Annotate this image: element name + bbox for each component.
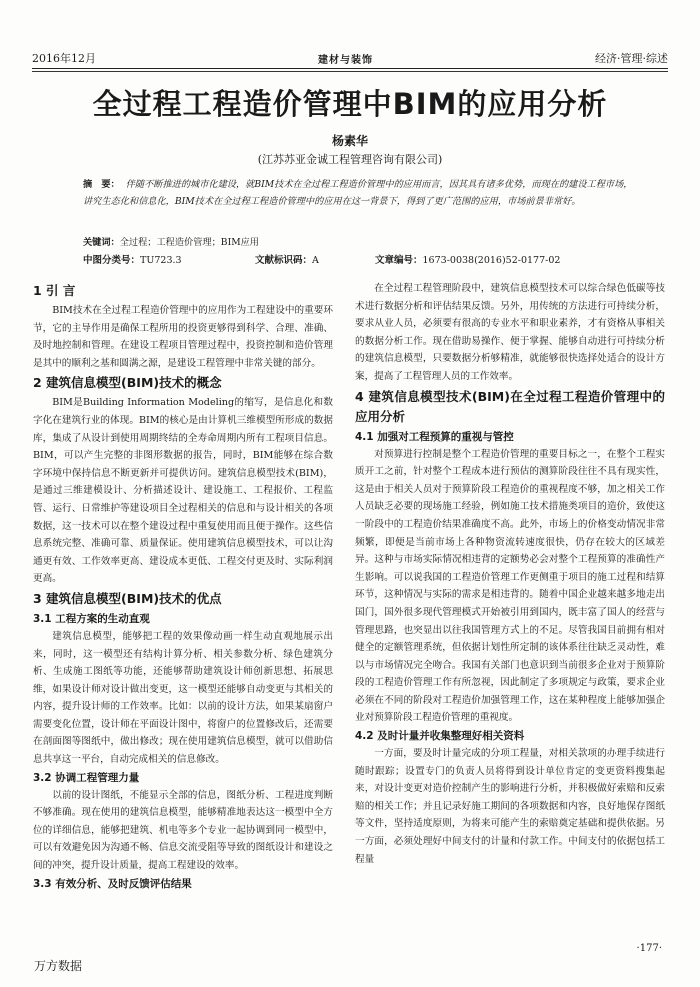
section-heading: 1 引 言 [33,283,76,298]
abstract [83,176,640,210]
paragraph: 对预算进行控制是整个工程造价管理的重要目标之一，在整个工程实质开工之前，针对整个工程成本进行预估的测算阶段往往不具有现实性，这是由于相关人员对于预算阶段工程造价的重视程度不够，加之相关工作人员缺乏必要的现场施工经验，例如施工技术措施类项目的造价，致使这一阶段中的工程造价结果准确度不高。此外，市场上的价格变动情况非常频繁，即便是当前市场上各种物资流转速度很快，仍存在较大的区域差异。这种与市场实际情况相违背的定额势必会对整个工程预算的准确性产生影响。可以说我国的工程造价管理工作更侧重于项目的施工过程和结算环节，这种情况与实际的需求是相违背的。随着中国企业越来越多地走出国门，国外很多现代管理模式开始被引用到国内，既丰富了国人的经营与管理思路，也突显出以往我国管理方式上的不足。尽管我国目前拥有相对健全的定额管理系统，但依据计划性所定制的该体系往往缺乏灵动性，难以与市场情况完全吻合。我国有关部门也意识到当前很多企业对于预算阶段的工程造价管理工作有所忽视，因此制定了多项规定与政策，要求企业必须在不同的阶段对工程造价加强管理工作，这在某种程度上能够加强企业对预算阶段工程造价管理的重视度。 [355,448,665,724]
keywords-label: 关键词： [83,237,120,248]
keywords [83,234,259,248]
page-number: ·177· [636,943,662,954]
paragraph: 以前的设计图纸，不能显示全部的信息，图纸分析、工程进度判断不够准确。现在使用的建筑信息模型，能够精准地表达这一模型中全方位的详细信息，能够把建筑、机电等多个专业一起协调到同一模型中，可以有效避免因为沟通不畅、信息交流受阻等导致的图纸设计和建设之间的冲突，提升设计质量，提高工程建设的效率。 [33,789,333,872]
clc-number: 中图分类号：TU723.3 [83,255,182,266]
section-name: 经济·管理·综述 [595,52,668,65]
issue-date: 2016年12月 [32,52,96,65]
paragraph: BIM技术在全过程工程造价管理中的应用作为工程建设中的重要环节，它的主导作用是确保工程所用的投资更够得到科学、合理、准确、及时地控制和管理。在建设工程项目管理过程中，投资控制和造价管理是其中的顺利之基和圆满之源，是建设工程管理中非常关键的部分。 [33,305,333,369]
article-meta [83,252,660,266]
author-affiliation: (江苏苏亚金诚工程管理咨询有限公司) [257,153,443,166]
right-column [355,280,665,868]
author-name: 杨素华 [331,134,368,148]
keywords-text: 全过程；工程造价管理；BIM应用 [119,237,259,248]
article-title: 全过程工程造价管理中BIM的应用分析 [92,87,608,121]
paragraph: 建筑信息模型，能够把工程的效果像动画一样生动直观地展示出来，同时，这一模型还有结构计算分析、相关参数分析、绿色建筑分析、生成施工图纸等功能，还能够帮助建筑设计师创新思想、拓展思维，如果设计师对设计做出变更，这一模型还能够自动变更与其相关的内容，提升设计师的工作效率。比如：以前的设计方法，如果某扇窗户需要变化位置，设计师在平面设计图中，将窗户的位置修改后，还需要在剖面图等图纸中，做出修改；现在使用建筑信息模型，就可以借助信息共享这一平台，自动完成相关的信息修改。 [33,630,333,766]
journal-name: 建材与装饰 [318,55,373,66]
subsection-heading: 3.3 有效分析、及时反馈评估结果 [33,877,192,890]
paragraph: 在全过程工程管理阶段中，建筑信息模型技术可以综合绿色低碳等技术进行数据分析和评估结果反馈。另外，用传统的方法进行可持续分析，要求从业人员，必须要有很高的专业水平和职业素养，才有资格从事相关的数据分析工作。现在借助易操作、便于掌握、能够自动进行可持续分析的建筑信息模型，只要数据分析够精准，就能够很快选择处适合的设计方案，提高了工程管理人员的工作效率。 [355,283,665,382]
subsection-heading: 3.1 工程方案的生动直观 [33,612,150,625]
abstract-label: 摘 要： [83,179,120,190]
paragraph: BIM是Building Information Modeling的缩写，是信息化和数字化在建筑行业的体现。BIM的核心是由计算机三维模型所形成的数据库，集成了从设计到使用周期终结的全寿命周期内所有工程项目信息。BIM，可以产生完整的非图形数据的报告，同时，BIM能够在综合数字环境中保持信息不断更新并可提供访问。建筑信息模型技术(BIM)，是通过三维建模设计、分析描述设计、建设施工、工程报价、工程监管、运行、日常维护等建设项目全过程相关的信息和与设计相关的各项数据，这一技术可以在整个建设过程中重复使用而且便于操作。这些信息系统完整、准确可靠、质量保证。使用建筑信息模型技术，可以让沟通更有效、工作效率更高、建设成本更低、工程交付更及时、实际利润更高。 [33,397,333,585]
abstract-text: 伴随不断推进的城市化建设，就BIM技术在全过程工程造价管理中的应用而言，因其具有诸多优势，而现在的建设工程市场，讲究生态化和信息化，BIM技术在全过程工程造价管理中的应用在这一背景下，得到了更广范围的应用，市场前景非常好。 [83,179,633,207]
running-header [32,46,668,66]
article-number: 文章编号：1673-0038(2016)52-0177-02 [375,255,561,266]
section-heading: 4 建筑信息模型技术(BIM)在全过程工程造价管理中的应用分析 [355,388,665,424]
subsection-heading: 4.1 加强对工程预算的重视与管控 [355,430,514,443]
subsection-heading: 4.2 及时计量并收集整理好相关资料 [355,730,525,743]
section-heading: 2 建筑信息模型(BIM)技术的概念 [33,375,222,391]
subsection-heading: 3.2 协调工程管理力量 [33,771,140,784]
paragraph: 一方面，要及时计量完成的分项工程量，对相关款项的办理手续进行随时跟踪；设置专门的负责人员将得到设计单位肯定的变更资料搜集起来，对设计变更对造价控制产生的影响进行分析，并积极做好索赔和反索赔的相关工作；并且记录好施工期间的各项数据和内容，良好地保存图纸等文件，坚持适度原则，为将来可能产生的索赔奠定基础和提供依据。另一方面，必须处理好中间支付的计量和付款工作。中间支付的依据包括工程量 [355,748,665,865]
header-rule-thin [32,71,668,72]
left-column [33,280,333,893]
header-rule [32,68,668,69]
section-heading: 3 建筑信息模型(BIM)技术的优点 [33,590,222,606]
document-code: 文献标识码：A [255,255,319,266]
source-watermark: 万方数据 [34,959,83,973]
